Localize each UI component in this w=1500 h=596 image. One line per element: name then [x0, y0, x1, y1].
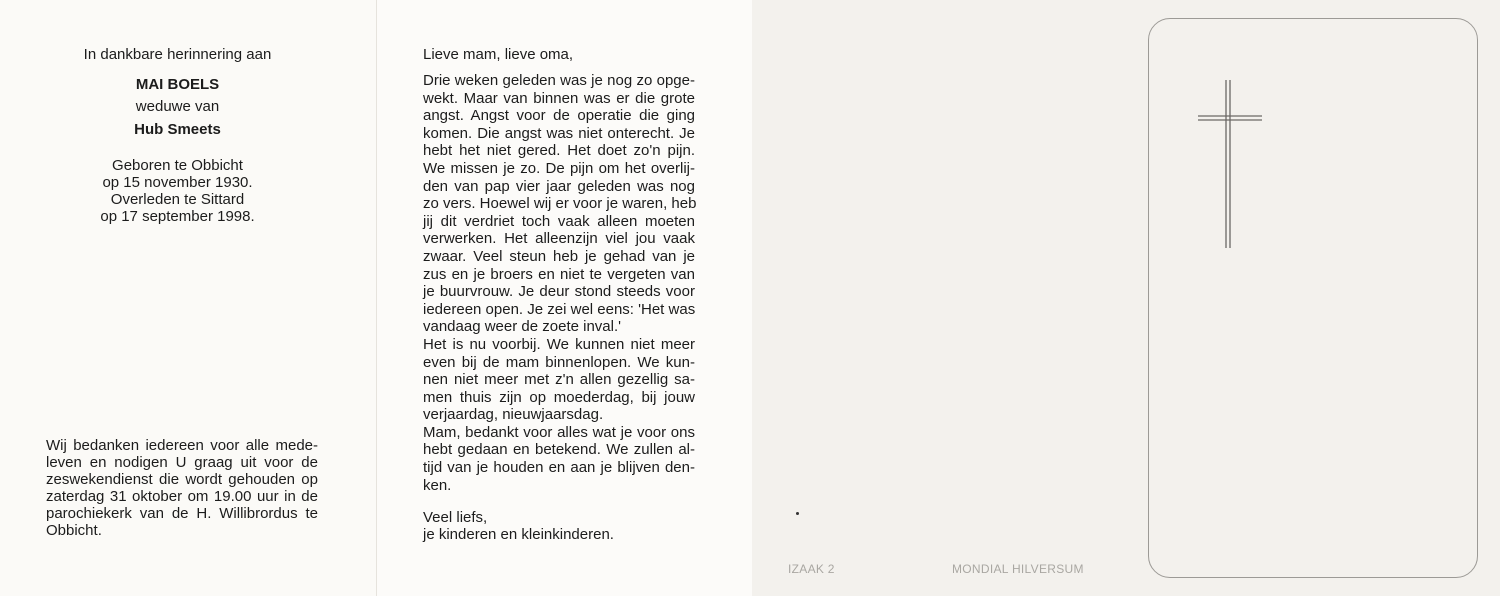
died-date: op 17 september 1998. [100, 208, 255, 225]
letter-line: iedereen open. Je zei wel eens: 'Het was [423, 300, 696, 318]
blank-panel [752, 0, 1128, 596]
letter-line: je buurvrouw. Je deur stond steeds voor [423, 283, 695, 301]
letter-line: zus en je broers en niet te vergeten van [423, 265, 695, 283]
letter-line: men thuis zijn op moederdag, bij jouw [423, 388, 695, 406]
letter-line: wekt. Maar van binnen was er die grote [423, 89, 695, 107]
ink-speck [796, 512, 799, 515]
letter-line: verjaardag, nieuwjaarsdag. [423, 406, 604, 424]
letter-line: Het is nu voorbij. We kunnen niet meer [423, 335, 695, 353]
born-date: op 15 november 1930. [102, 174, 253, 191]
letter-line: verwerken. Het alleenzijn viel jou vaak [423, 230, 695, 248]
cover-panel [1128, 0, 1500, 596]
letter-line: Drie weken geleden was je nog zo opge- [423, 72, 695, 89]
printer-name: MONDIAL HILVERSUM [952, 562, 1084, 576]
letter-line: vandaag weer de zoete inval.' [423, 318, 621, 336]
letter-line: zo vers. Hoewel wij er voor je waren, heb [423, 195, 697, 213]
spouse-name: Hub Smeets [134, 121, 221, 138]
letter-line: nen niet meer met z'n allen gezellig sa- [423, 371, 695, 389]
letter-salutation: Lieve mam, lieve oma, [423, 46, 574, 63]
letter-line: hebt gedaan en betekend. We zullen al- [423, 441, 695, 459]
letter-line: ken. [423, 476, 452, 494]
letter-panel [376, 0, 752, 596]
thanks-paragraph [46, 437, 318, 539]
letter-line: jij dit verdriet toch vaak alleen moeten [423, 212, 695, 230]
letter-closing-2: je kinderen en kleinkinderen. [423, 526, 614, 543]
thanks-line: Wij bedanken iedereen voor alle mede- [46, 437, 318, 454]
thanks-line: Obbicht. [46, 522, 102, 539]
letter-line: zwaar. Veel steun heb je gehad van je [423, 247, 695, 265]
thanks-line: parochiekerk van de H. Willibrordus te [46, 505, 318, 522]
letter-line: hebt het niet gered. Het doet zo'n pijn. [423, 142, 695, 160]
died-place: Overleden te Sittard [110, 191, 245, 208]
deceased-name: MAI BOELS [135, 76, 220, 93]
thanks-line: zaterdag 31 oktober om 19.00 uur in de [46, 488, 318, 505]
cross-icon [1194, 78, 1266, 253]
born-place: Geboren te Obbicht [112, 157, 243, 174]
thanks-line: zeswekendienst die wordt gehouden op [46, 471, 318, 488]
printer-code: IZAAK 2 [788, 562, 835, 576]
letter-line: angst. Angst voor de operatie die ging [423, 107, 695, 125]
letter-line: komen. Die angst was niet onterecht. Je [423, 124, 695, 142]
thanks-line: leven en nodigen U graag uit voor de [46, 454, 318, 471]
letter-line: den van pap vier jaar geleden was nog [423, 177, 695, 195]
letter-line: Mam, bedankt voor alles wat je voor ons [423, 423, 695, 441]
widow-of-text: weduwe van [135, 98, 220, 115]
letter-line: even bij de mam binnenlopen. We kun- [423, 353, 695, 371]
intro-text: In dankbare herinnering aan [83, 46, 272, 63]
letter-body [423, 72, 695, 494]
letter-line: tijd van je houden en aan je blijven den- [423, 459, 695, 477]
left-panel [0, 0, 376, 596]
letter-line: We missen je zo. De pijn om het overlij- [423, 159, 695, 177]
letter-closing-1: Veel liefs, [423, 509, 488, 526]
